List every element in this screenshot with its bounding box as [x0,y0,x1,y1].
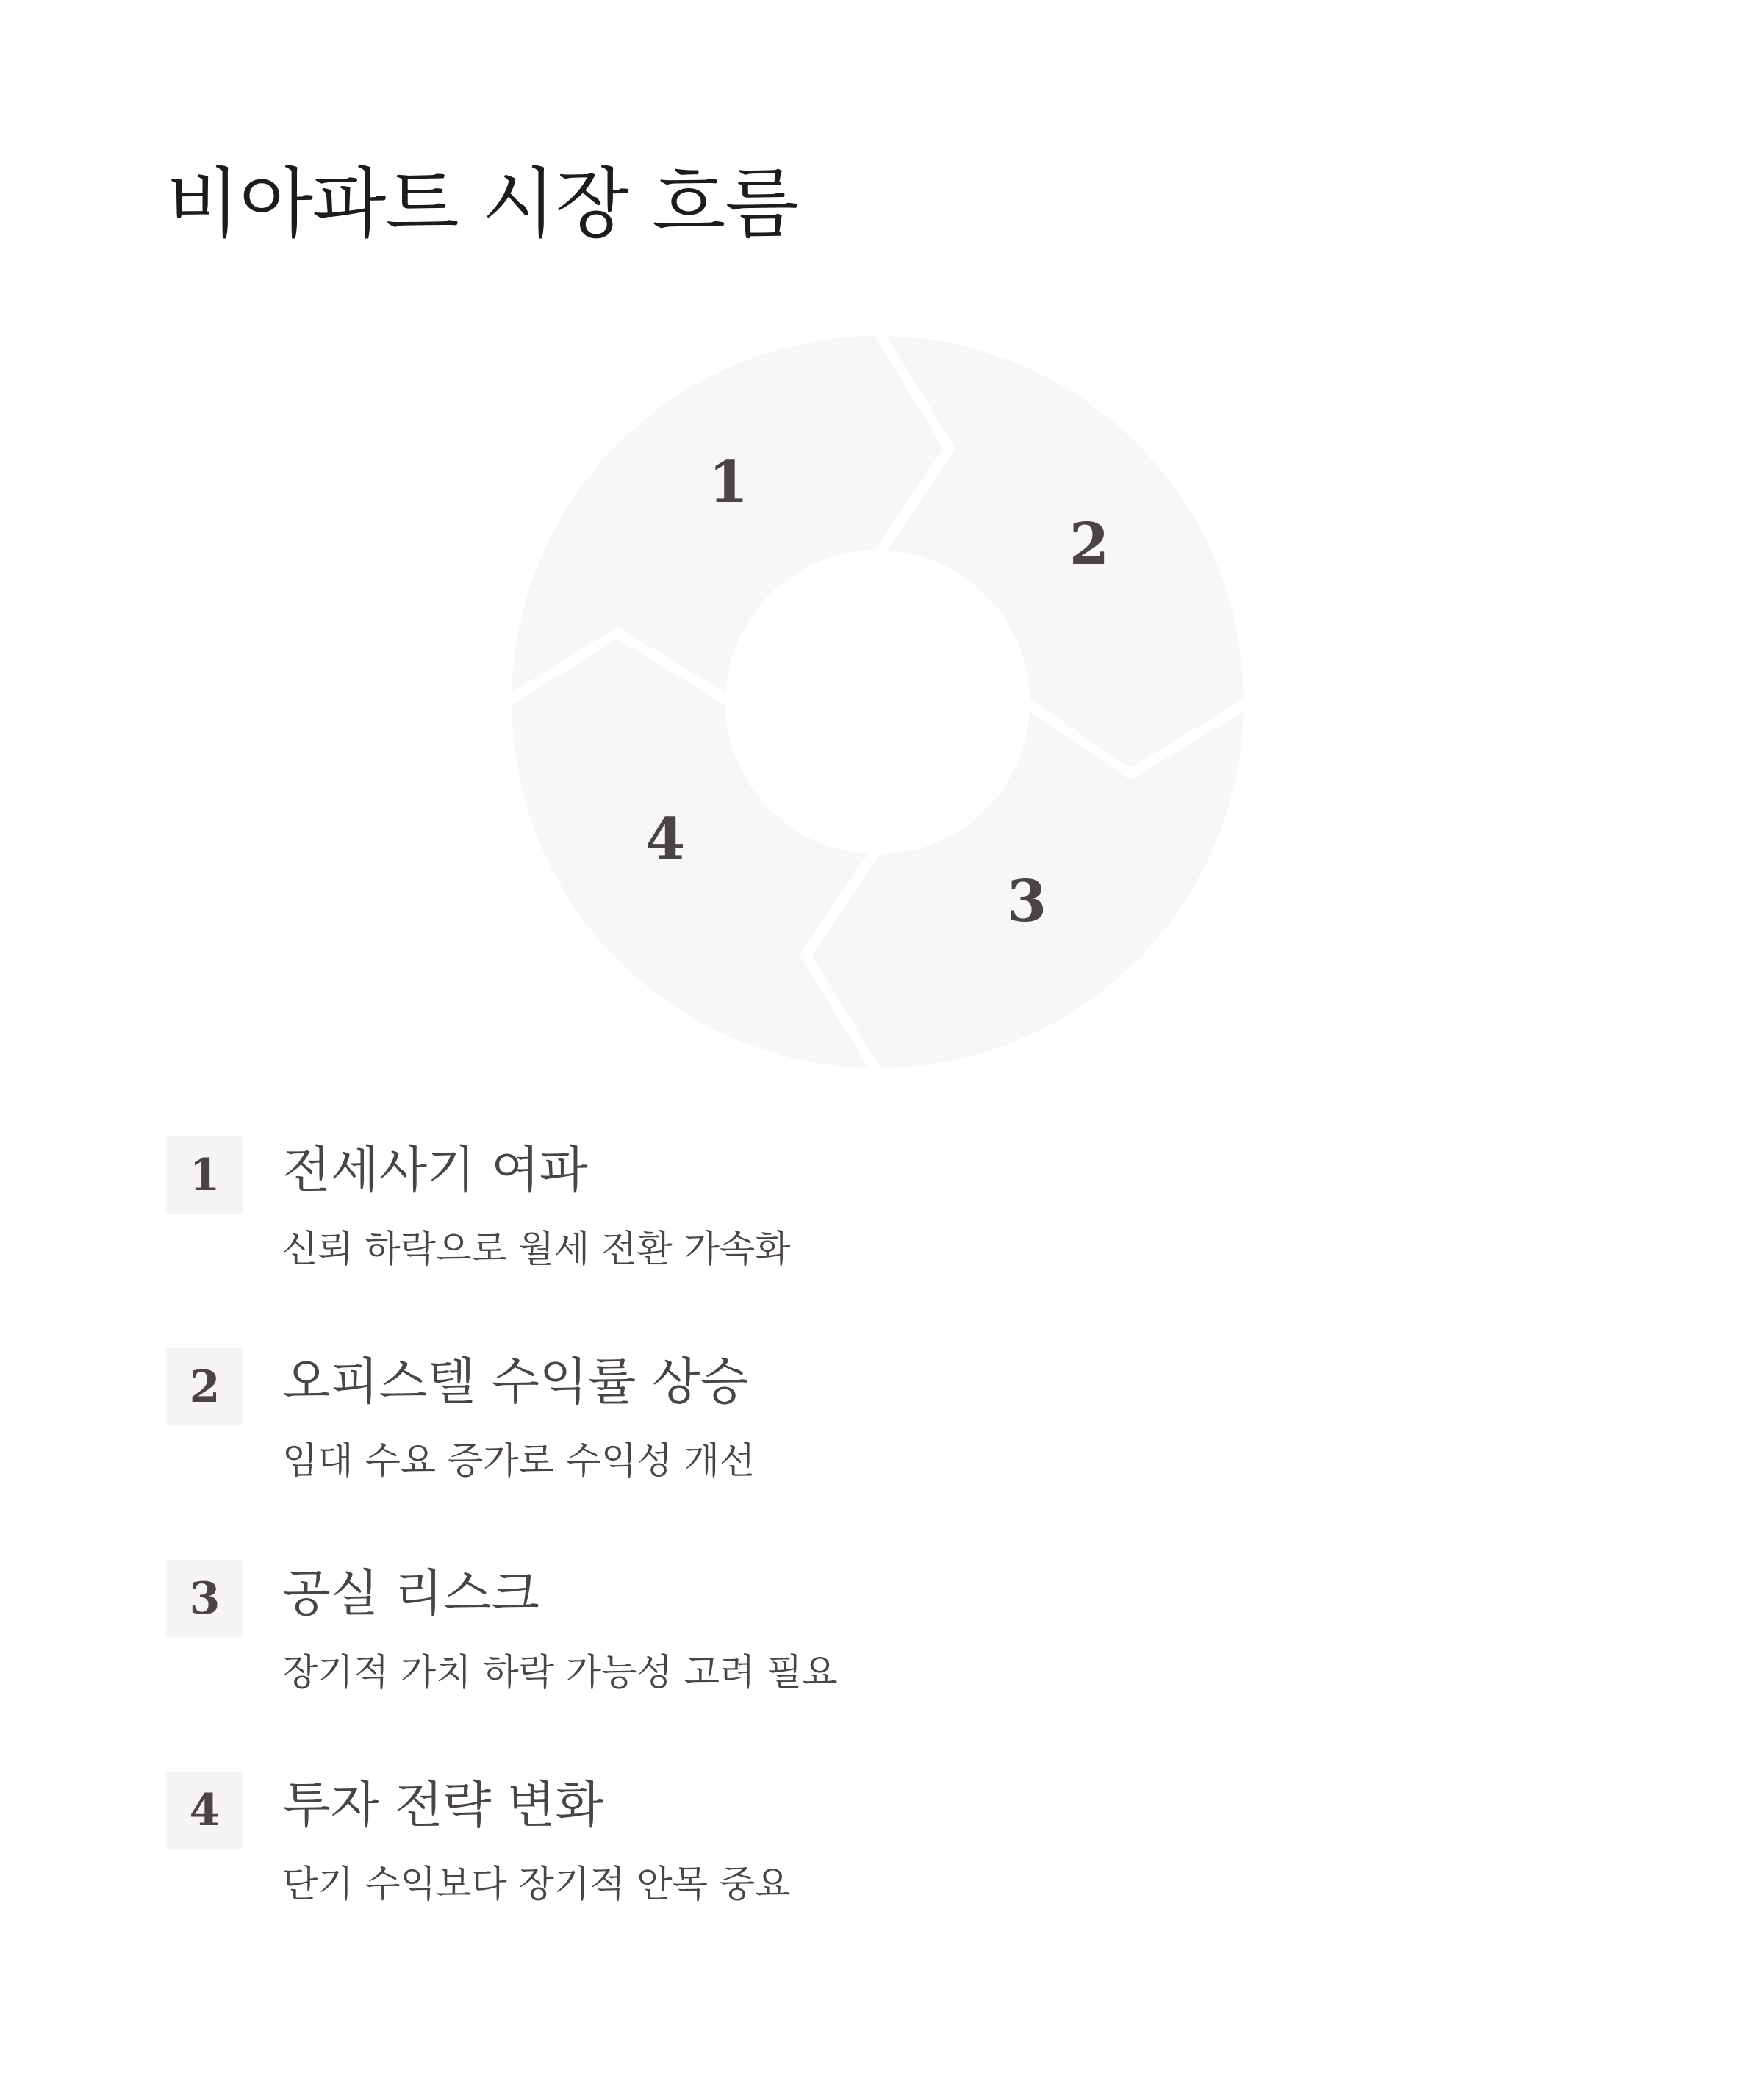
list-item [166,1136,1489,1283]
cycle-segment-4 [506,633,878,1073]
step-title: 공실 리스크 [282,1565,540,1623]
cycle-label-4: 4 [645,806,686,873]
step-title: 전세사기 여파 [282,1142,588,1200]
cycle-label-2: 2 [1069,511,1110,578]
step-number-badge: 3 [166,1560,243,1637]
page-title: 비아파트 시장 흐름 [166,159,798,248]
cycle-segment-1 [506,331,950,702]
list-item [166,1560,1489,1707]
list-item [166,1348,1489,1495]
step-description: 단기 수익보다 장기적 안목 중요 [282,1863,791,1905]
list-item [166,1772,1489,1919]
step-title: 오피스텔 수익률 상승 [282,1353,749,1411]
step-description: 임대 수요 증가로 수익성 개선 [282,1439,756,1482]
step-description: 신뢰 하락으로 월세 전환 가속화 [282,1228,791,1270]
step-description: 장기적 가치 하락 가능성 고려 필요 [282,1651,838,1694]
cycle-label-1: 1 [708,449,749,516]
step-number-badge: 1 [166,1136,243,1214]
step-number-badge: 4 [166,1772,243,1849]
cycle-label-3: 3 [1006,868,1047,935]
step-number-badge: 2 [166,1348,243,1425]
cycle-segment-2 [878,331,1249,774]
cycle-segments [506,331,1249,1073]
step-title: 투자 전략 변화 [282,1777,604,1835]
